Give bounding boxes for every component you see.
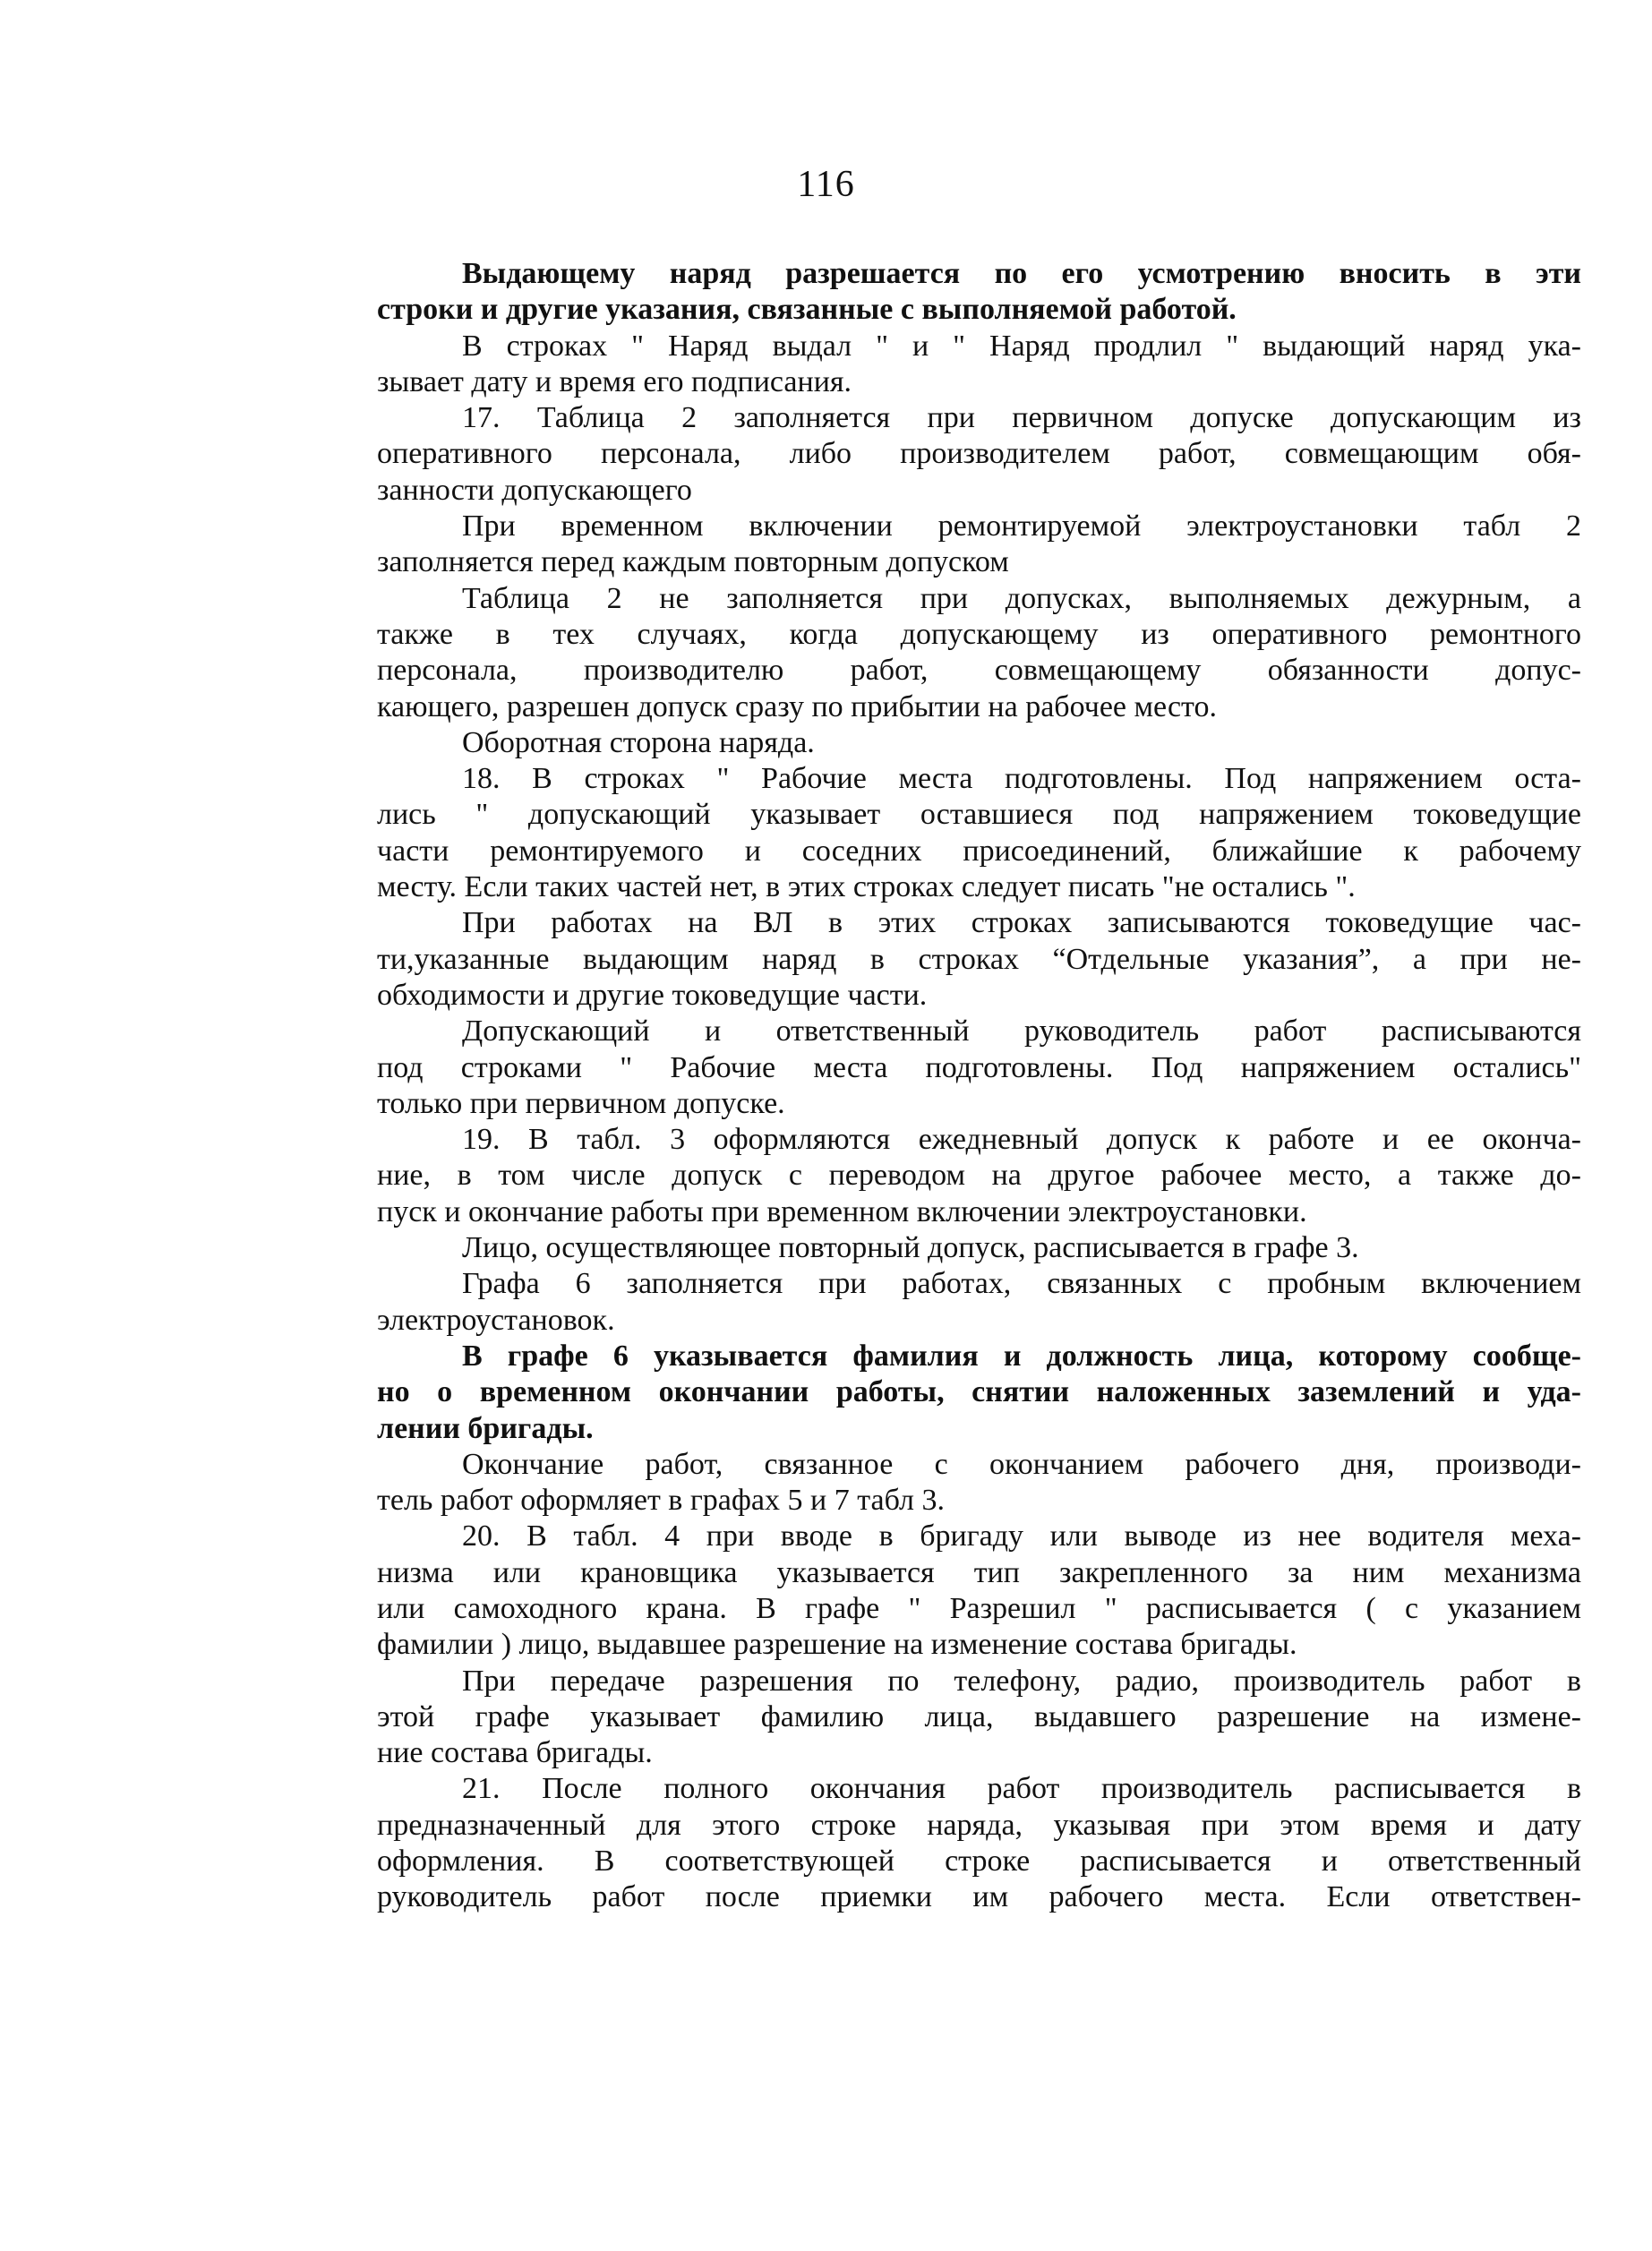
page-number: 116 [797, 164, 855, 205]
text-line: При временном включении ремонтируемой электроустановки табл 2 [462, 509, 1581, 543]
text-line: Выдающему наряд разрешается по его усмотрению вносить в эти [462, 257, 1581, 290]
text-line: ние, в том числе допуск с переводом на другое рабочее место, а также до- [377, 1159, 1581, 1193]
text-line: оперативного персонала, либо производителем работ, совмещающим обя- [377, 437, 1581, 471]
text-line: строки и другие указания, связанные с выполняемой работой. [377, 293, 1237, 327]
text-line: предназначенный для этого строке наряда, указывая при этом время и дату [377, 1808, 1581, 1842]
text-line: под строками " Рабочие места подготовлены. Под напряжением остались" [377, 1050, 1581, 1084]
text-line: оформления. В соответствующей строке расписывается и ответственный [377, 1844, 1581, 1879]
text-line: также в тех случаях, когда допускающему из оперативного ремонтного [377, 617, 1581, 651]
text-line: низма или крановщика указывается тип закрепленного за ним механизма [377, 1555, 1581, 1589]
text-line: этой графе указывает фамилию лица, выдавшего разрешение на измене- [377, 1699, 1581, 1733]
text-line: руководитель работ после приемки им рабочего места. Если ответствен- [377, 1880, 1581, 1914]
text-line: 18. В строках " Рабочие места подготовлены. Под напряжением оста- [462, 762, 1581, 796]
text-line: Окончание работ, связанное с окончанием рабочего дня, производи- [462, 1447, 1581, 1481]
text-line: ние состава бригады. [377, 1736, 653, 1770]
text-line: Допускающий и ответственный руководитель работ расписываются [462, 1014, 1581, 1048]
text-line: Графа 6 заполняется при работах, связанных с пробным включением [462, 1267, 1581, 1301]
text-line: 17. Таблица 2 заполняется при первичном допуске допускающим из [462, 401, 1581, 435]
text-line: или самоходного крана. В графе " Разрешил " расписывается ( с указанием [377, 1591, 1581, 1625]
text-line: Оборотная сторона наряда. [462, 725, 815, 759]
text-line: зывает дату и время его подписания. [377, 364, 852, 398]
text-line: При передаче разрешения по телефону, радио, производитель работ в [462, 1664, 1581, 1698]
text-line: При работах на ВЛ в этих строках записываются токоведущие час- [462, 906, 1581, 940]
text-line: электроустановок. [377, 1303, 615, 1337]
text-line: месту. Если таких частей нет, в этих строках следует писать "не остались ". [377, 870, 1356, 904]
text-line: ти,указанные выдающим наряд в строках “Отдельные указания”, а при не- [377, 942, 1581, 976]
text-line: заполняется перед каждым повторным допуском [377, 545, 1009, 579]
text-line: обходимости и другие токоведущие части. [377, 978, 928, 1012]
text-line: Таблица 2 не заполняется при допусках, выполняемых дежурным, а [462, 581, 1581, 615]
text-line: лись " допускающий указывает оставшиеся под напряжением токоведущие [377, 798, 1581, 832]
text-line: 19. В табл. 3 оформляются ежедневный допуск к работе и ее оконча- [462, 1123, 1581, 1157]
text-line: занности допускающего [377, 473, 692, 507]
text-line: тель работ оформляет в графах 5 и 7 табл 3. [377, 1484, 945, 1518]
text-line: но о временном окончании работы, снятии наложенных заземлений и уда- [377, 1375, 1581, 1409]
text-line: персонала, производителю работ, совмещающему обязанности допус- [377, 654, 1581, 688]
text-line: пуск и окончание работы при временном включении электроустановки. [377, 1194, 1307, 1228]
text-line: В графе 6 указывается фамилия и должность лица, которому сообще- [462, 1339, 1581, 1373]
text-line: 21. После полного окончания работ производитель расписывается в [462, 1772, 1581, 1806]
body-text [377, 256, 1581, 1916]
text-line: Лицо, осуществляющее повторный допуск, расписывается в графе 3. [462, 1231, 1359, 1265]
text-line: только при первичном допуске. [377, 1086, 785, 1120]
text-line: 20. В табл. 4 при вводе в бригаду или выводе из нее водителя меха- [462, 1519, 1581, 1553]
text-line: В строках " Наряд выдал " и " Наряд продлил " выдающий наряд ука- [462, 329, 1581, 363]
text-line: фамилии ) лицо, выдавшее разрешение на изменение состава бригады. [377, 1628, 1297, 1662]
text-line: кающего, разрешен допуск сразу по прибытии на рабочее место. [377, 689, 1217, 723]
text-line: лении бригады. [377, 1411, 594, 1445]
text-line: части ремонтируемого и соседних присоединений, ближайшие к рабочему [377, 834, 1581, 868]
